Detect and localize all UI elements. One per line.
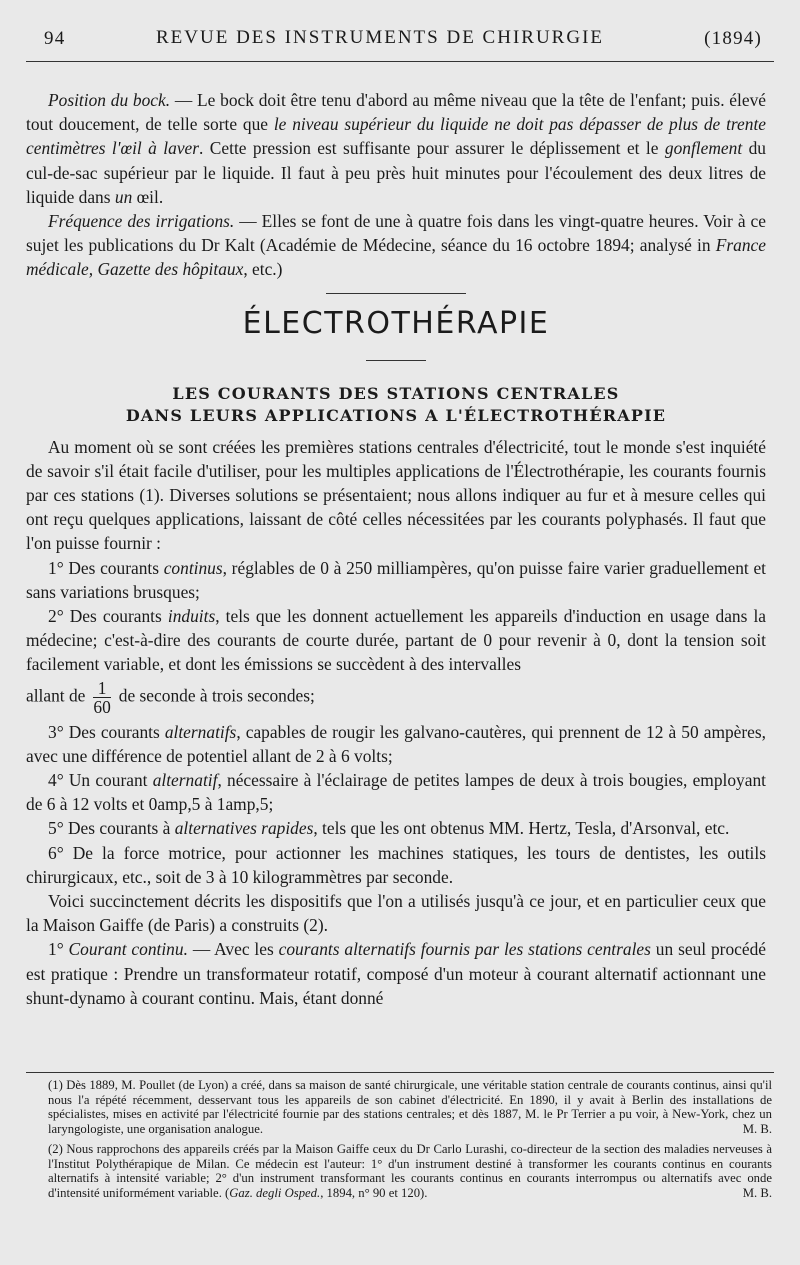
footnotes xyxy=(48,1078,772,1206)
footnote-1: (1) Dès 1889, M. Poullet (de Lyon) a créé, dans sa maison de santé chirurgicale, une véritable station centrale de courants continus, ainsi qu'il nous l'a répété récemment, desservant tous les appareils de son cabinet d'électricité. En 1890, il y avait à Berlin des installations de spécialistes, mises en activité par l'électricité fournie par des stations centrales; et dès 1887, M. le Pr Terrier a pu voir, à New-York, chez un laryngologiste, une organisation analogue. M. B. xyxy=(48,1078,772,1136)
issue-year: (1894) xyxy=(704,28,762,49)
header-rule xyxy=(26,61,774,62)
running-header xyxy=(40,22,766,52)
paragraph-introduction: Au moment où se sont créées les premières stations centrales d'électricité, tout le monde s'est inquiété de savoir s'il était facile d'utiliser, pour les multiples applications de l'Électrothérapie, les courants fournis par ces stations (1). Diverses solutions se présentaient; nous allons indiquer au fur et à mesure celles qui ont reçu quelques applications, laissant de côté celles nécessitées par les courants polyphasés. Il faut que l'on puisse fournir : xyxy=(26,436,766,554)
list-item-induced-fraction-line: allant de $\frac{1}{60}$ de seconde à trois secondes; xyxy=(26,677,315,717)
section-separator xyxy=(326,293,466,294)
paragraph-continuous-current: 1° Courant continu. — Avec les courants alternatifs fournis par les stations centrales un seul procédé est pratique : Prendre un transformateur rotatif, composé d'un moteur à courant alternatif actionnant une shunt-dynamo à courant continu. Mais, étant donné xyxy=(26,939,767,1008)
journal-title: REVUE DES INSTRUMENTS DE CHIRURGIE xyxy=(156,27,604,48)
list-item-alternating-lighting: 4° Un courant alternatif, nécessaire à l'éclairage de petites lampes de deux à trois bougies, employant de 6 à 12 volts et 0amp,5 à 1amp,5; xyxy=(26,770,767,815)
list-item-rapid-alternating: 5° Des courants à alternatives rapides, tels que les ont obtenus MM. Hertz, Tesla, d'Arsonval, etc. xyxy=(48,818,730,839)
section-title: ÉLECTROTHÉRAPIE xyxy=(242,305,550,341)
paragraph-irrigation-frequency: Fréquence des irrigations. — Elles se font de une à quatre fois dans les vingt-quatre heures. Voir à ce sujet les publications du Dr Kalt (Académie de Médecine, séance du 16 octobre 1894; analysé in France médicale, Gazette des hôpitaux, etc.) xyxy=(26,211,766,280)
page-number: 94 xyxy=(44,28,66,49)
list-item-induced: 2° Des courants induits, tels que les donnent actuellement les appareils d'induction en usage dans la médecine; c'est-à-dire des courants de courte durée, partant de 0 pour revenir à 0, dont la tension soit facilement variable, et dont les émissions se succèdent à des intervalles xyxy=(26,606,767,675)
list-item-continuous: 1° Des courants continus, réglables de 0 à 250 milliampères, qu'on puisse faire varier graduellement et sans variations brusques; xyxy=(26,557,766,602)
fraction xyxy=(93,679,110,716)
page-body xyxy=(26,88,766,1010)
paragraph-bock-position: Position du bock. — Le bock doit être tenu d'abord au même niveau que la tête de l'enfant; puis. élevé tout doucement, de telle sorte que le niveau supérieur du liquide ne doit pas dépasser de plus de trente centimètres l'œil à laver. Cette pression est suffisante pour assurer le déplissement et le gonflement du cul-de-sac supérieur par le liquide. Il faut à peu près huit minutes pour l'écoulement des deux litres de liquide dans un œil. xyxy=(26,90,766,207)
footnote-signature: M. B. xyxy=(742,1185,772,1200)
footnote-signature: M. B. xyxy=(742,1121,772,1136)
list-item-motive-force: 6° De la force motrice, pour actionner les machines statiques, les tours de dentistes, les outils chirurgicaux, etc., soit de 3 à 10 kilogrammètres par seconde. xyxy=(26,842,766,887)
title-separator xyxy=(366,360,426,361)
run-in-heading: Position du bock. xyxy=(48,90,171,110)
run-in-heading: Fréquence des irrigations. xyxy=(48,211,235,232)
article-title: LES COURANTS DES STATIONS CENTRALES DANS LEURS APPLICATIONS A L'ÉLECTROTHÉRAPIE xyxy=(125,383,667,425)
paragraph-devices: Voici succinctement décrits les dispositifs que l'on a utilisés jusqu'à ce jour, et en particulier ceux que la Maison Gaiffe (de Paris) a construits (2). xyxy=(26,891,766,936)
footnote-2: (2) Nous rapprochons des appareils créés par la Maison Gaiffe ceux du Dr Carlo Lurashi, co-directeur de la section des maladies nerveuses à l'Institut Polythérapique de Milan. Ce médecin est l'auteur: 1° d'un instrument destiné à transformer les courants continus en courants alternatifs à intensité variable; 2° d'un instrument transformant les courants continus en courants interrompus ou alternatifs avec onde d'intensité uniformément variable. (Gaz. degli Osped., 1894, n° 90 et 120). M. B. xyxy=(48,1142,772,1200)
list-item-alternating: 3° Des courants alternatifs, capables de rougir les galvano-cautères, qui prennent de 12 à 50 ampères, avec une différence de potentiel allant de 2 à 6 volts; xyxy=(26,721,767,766)
fraction-denominator: 60 xyxy=(93,696,111,717)
footnote-rule xyxy=(26,1072,774,1073)
fraction-numerator: 1 xyxy=(93,679,110,698)
